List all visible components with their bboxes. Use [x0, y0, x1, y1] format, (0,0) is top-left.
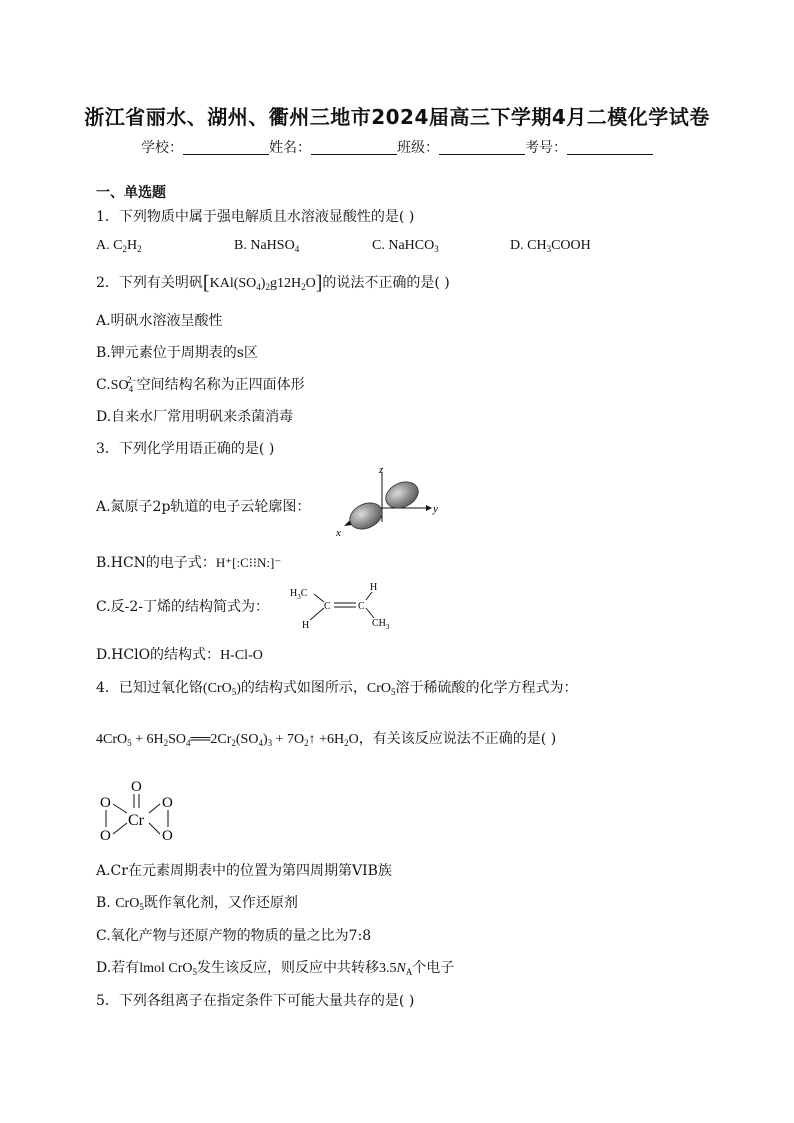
question-3-option-d: D.HClO的结构式：H-Cl-O — [96, 647, 263, 663]
question-3-option-b: B.HCN的电子式：H⁺[:C⁝⁝N:]⁻ — [96, 555, 282, 571]
name-blank[interactable] — [311, 140, 397, 155]
question-2-option-d: D.自来水厂常用明矾来杀菌消毒 — [96, 409, 294, 425]
question-4-option-d: D.若有lmol CrO$_5$发生该反应，则反应中共转移$3.5N_A$个电子 — [96, 960, 455, 977]
question-3-option-c: C.反-2-丁烯的结构简式为： — [96, 599, 270, 615]
question-1-option-b: B. NaHSO$_4$ — [234, 238, 300, 254]
exam-number-blank[interactable] — [567, 140, 653, 155]
question-1-stem: 1．下列物质中属于强电解质且水溶液显酸性的是( ) — [96, 209, 415, 225]
cro5-structure — [94, 772, 190, 848]
question-4-equation: $4CrO_5 + 6H_2SO_4══2Cr_2(SO_4)_3$ + $7O_2↑ +6H_2O$，有关该反应说法不正确的是( ) — [96, 731, 557, 748]
school-blank[interactable] — [183, 140, 269, 155]
question-3-option-a: A.氮原子2p轨道的电子云轮廓图： — [96, 499, 311, 515]
exam-number-label: 考号： — [525, 140, 567, 156]
question-2-option-b: B.钾元素位于周期表的s区 — [96, 345, 258, 361]
class-label: 班级： — [397, 140, 439, 156]
question-2-option-a: A.明矾水溶液呈酸性 — [96, 313, 223, 329]
svg-text:O: O — [131, 779, 142, 795]
question-1-option-d: D. $CH_3COOH$ — [510, 238, 591, 254]
axis-x-label: x — [336, 527, 341, 539]
school-label: 学校： — [141, 140, 183, 156]
svg-text:CH3: $CH_3$ — [372, 618, 390, 631]
svg-text:Cr: Cr — [128, 812, 144, 829]
question-2-stem: 2．下列有关明矾$[KAl(SO_4)_2g12H_2O]$的说法不正确的是( ) — [96, 272, 450, 294]
p-orbital-diagram — [330, 462, 448, 542]
question-1-option-c: C. NaHCO$_3$ — [372, 238, 439, 254]
question-4-option-b: B. CrO$_5$既作氧化剂，又作还原剂 — [96, 895, 298, 912]
class-blank[interactable] — [439, 140, 525, 155]
question-1-option-a: A. $C_2H_2$ — [96, 238, 142, 254]
axis-z-label: z — [379, 464, 384, 476]
axis-y-label: y — [433, 503, 438, 515]
svg-text:H: H — [370, 582, 378, 593]
trans-2-butene-structure — [286, 578, 406, 634]
svg-text:H: H — [302, 620, 310, 631]
student-info-row — [0, 137, 794, 157]
svg-text:O: O — [100, 828, 111, 844]
page-title: 浙江省丽水、湖州、衢州三地市2024届高三下学期4月二模化学试卷 — [84, 105, 710, 129]
question-4-stem: 4．已知过氧化铬(CrO$_5$)的结构式如图所示，CrO$_5$溶于稀硫酸的化学方程式为： — [96, 680, 578, 697]
svg-text:O: O — [162, 828, 173, 844]
question-5-stem: 5．下列各组离子在指定条件下可能大量共存的是( ) — [96, 993, 415, 1009]
question-4-option-c: C.氧化产物与还原产物的物质的量之比为7:8 — [96, 928, 372, 944]
question-4-option-a: A.Cr在元素周期表中的位置为第四周期第VIB族 — [96, 863, 392, 879]
svg-text:H3C: $H_3C$ — [290, 588, 308, 601]
svg-text:O: O — [100, 795, 111, 811]
question-3-stem: 3．下列化学用语正确的是( ) — [96, 441, 275, 457]
svg-text:O: O — [162, 795, 173, 811]
section-heading: 一、单选题 — [96, 185, 166, 201]
question-2-option-c: $C.SO_4^{2-}$空间结构名称为正四面体形 — [96, 375, 305, 394]
svg-text:C: C — [324, 601, 331, 612]
name-label: 姓名： — [269, 140, 311, 156]
svg-text:C: C — [358, 601, 365, 612]
